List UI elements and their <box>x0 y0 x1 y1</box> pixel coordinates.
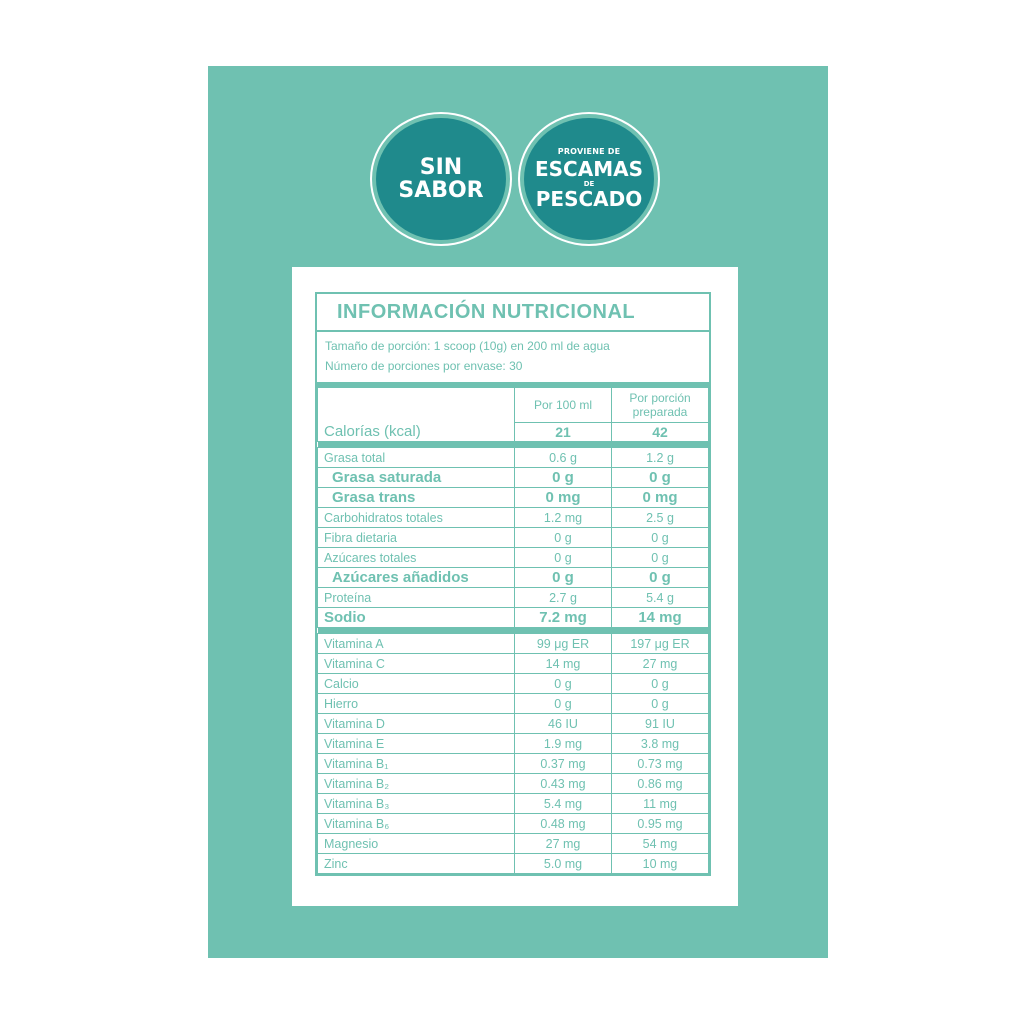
value-per-100ml: 14 mg <box>515 654 612 674</box>
value-per-serving: 0 g <box>612 548 709 568</box>
calories-per-100ml: 21 <box>515 423 612 442</box>
value-per-serving: 10 mg <box>612 854 709 874</box>
value-per-serving: 3.8 mg <box>612 734 709 754</box>
nutrient-name: Hierro <box>318 694 515 714</box>
serving-info <box>317 332 709 387</box>
table-row <box>318 794 709 814</box>
value-per-100ml: 0.37 mg <box>515 754 612 774</box>
table-row <box>318 468 709 488</box>
nutrient-name: Vitamina B₃ <box>318 794 515 814</box>
table-row <box>318 774 709 794</box>
value-per-serving: 1.2 g <box>612 448 709 468</box>
nutrient-name: Vitamina E <box>318 734 515 754</box>
nutrient-name: Carbohidratos totales <box>318 508 515 528</box>
fish-scales-badge <box>524 118 654 240</box>
nutrient-name: Grasa total <box>318 448 515 468</box>
value-per-serving: 2.5 g <box>612 508 709 528</box>
value-per-100ml: 0 g <box>515 568 612 588</box>
serving-size: Tamaño de porción: 1 scoop (10g) en 200 ml de agua <box>325 339 610 353</box>
nutrition-table <box>317 387 709 874</box>
value-per-serving: 0 g <box>612 694 709 714</box>
badge-line: PESCADO <box>535 187 643 212</box>
table-row <box>318 528 709 548</box>
value-per-serving: 0 mg <box>612 488 709 508</box>
table-row <box>318 548 709 568</box>
label-title: INFORMACIÓN NUTRICIONAL <box>317 294 709 332</box>
value-per-serving: 0.86 mg <box>612 774 709 794</box>
nutrient-name: Vitamina D <box>318 714 515 734</box>
value-per-100ml: 0 g <box>515 528 612 548</box>
value-per-serving: 27 mg <box>612 654 709 674</box>
value-per-100ml: 0 g <box>515 674 612 694</box>
nutrient-name: Sodio <box>318 608 515 628</box>
value-per-100ml: 2.7 g <box>515 588 612 608</box>
badge-line: ESCAMAS <box>534 157 643 182</box>
col-header-per-serving <box>612 388 709 423</box>
value-per-serving: 0 g <box>612 674 709 694</box>
value-per-100ml: 1.9 mg <box>515 734 612 754</box>
nutrient-name: Vitamina B₆ <box>318 814 515 834</box>
value-per-serving: 0 g <box>612 468 709 488</box>
value-per-serving: 5.4 g <box>612 588 709 608</box>
badge-top-text: PROVIENE DE <box>557 146 621 156</box>
value-per-100ml: 5.4 mg <box>515 794 612 814</box>
table-row <box>318 674 709 694</box>
col-header-line: preparada <box>632 405 688 419</box>
value-per-serving: 14 mg <box>612 608 709 628</box>
value-per-100ml: 0.6 g <box>515 448 612 468</box>
col-header-line: Por porción <box>629 391 691 405</box>
table-row <box>318 568 709 588</box>
value-per-serving: 91 IU <box>612 714 709 734</box>
nutrient-name: Grasa saturada <box>318 468 515 488</box>
table-row <box>318 714 709 734</box>
value-per-100ml: 0 mg <box>515 488 612 508</box>
badge-line: SIN <box>419 154 463 180</box>
table-row <box>318 694 709 714</box>
nutrition-label <box>315 292 711 876</box>
nutrient-name: Zinc <box>318 854 515 874</box>
value-per-100ml: 46 IU <box>515 714 612 734</box>
col-header-per-100ml: Por 100 ml <box>515 388 612 423</box>
table-row <box>318 488 709 508</box>
value-per-serving: 0 g <box>612 568 709 588</box>
nutrient-name: Fibra dietaria <box>318 528 515 548</box>
table-row <box>318 588 709 608</box>
nutrient-name: Azúcares totales <box>318 548 515 568</box>
table-row <box>318 854 709 874</box>
nutrient-name: Vitamina A <box>318 634 515 654</box>
table-row <box>318 834 709 854</box>
value-per-100ml: 0.43 mg <box>515 774 612 794</box>
table-row <box>318 654 709 674</box>
value-per-serving: 11 mg <box>612 794 709 814</box>
table-row <box>318 734 709 754</box>
value-per-serving: 197 μg ER <box>612 634 709 654</box>
value-per-serving: 0.73 mg <box>612 754 709 774</box>
table-row <box>318 814 709 834</box>
nutrient-name: Vitamina B₁ <box>318 754 515 774</box>
table-header <box>318 388 709 423</box>
servings-per-container: Número de porciones por envase: 30 <box>325 359 523 373</box>
value-per-100ml: 99 μg ER <box>515 634 612 654</box>
nutrient-name: Grasa trans <box>318 488 515 508</box>
value-per-100ml: 0.48 mg <box>515 814 612 834</box>
table-row <box>318 448 709 468</box>
calories-label: Calorías (kcal) <box>318 388 515 442</box>
value-per-100ml: 0 g <box>515 468 612 488</box>
value-per-serving: 0.95 mg <box>612 814 709 834</box>
value-per-serving: 0 g <box>612 528 709 548</box>
table-row <box>318 508 709 528</box>
value-per-serving: 54 mg <box>612 834 709 854</box>
value-per-100ml: 1.2 mg <box>515 508 612 528</box>
badge-line: SABOR <box>398 178 484 203</box>
table-row <box>318 754 709 774</box>
nutrient-name: Proteína <box>318 588 515 608</box>
nutrient-name: Vitamina C <box>318 654 515 674</box>
nutrient-name: Vitamina B₂ <box>318 774 515 794</box>
sin-sabor-badge <box>376 118 506 240</box>
nutrient-name: Azúcares añadidos <box>318 568 515 588</box>
value-per-100ml: 27 mg <box>515 834 612 854</box>
value-per-100ml: 0 g <box>515 694 612 714</box>
nutrient-name: Magnesio <box>318 834 515 854</box>
value-per-100ml: 5.0 mg <box>515 854 612 874</box>
nutrient-name: Calcio <box>318 674 515 694</box>
table-row <box>318 608 709 628</box>
value-per-100ml: 7.2 mg <box>515 608 612 628</box>
badge-mid-text: DE <box>583 180 595 189</box>
table-row <box>318 634 709 654</box>
value-per-100ml: 0 g <box>515 548 612 568</box>
calories-per-serving: 42 <box>612 423 709 442</box>
